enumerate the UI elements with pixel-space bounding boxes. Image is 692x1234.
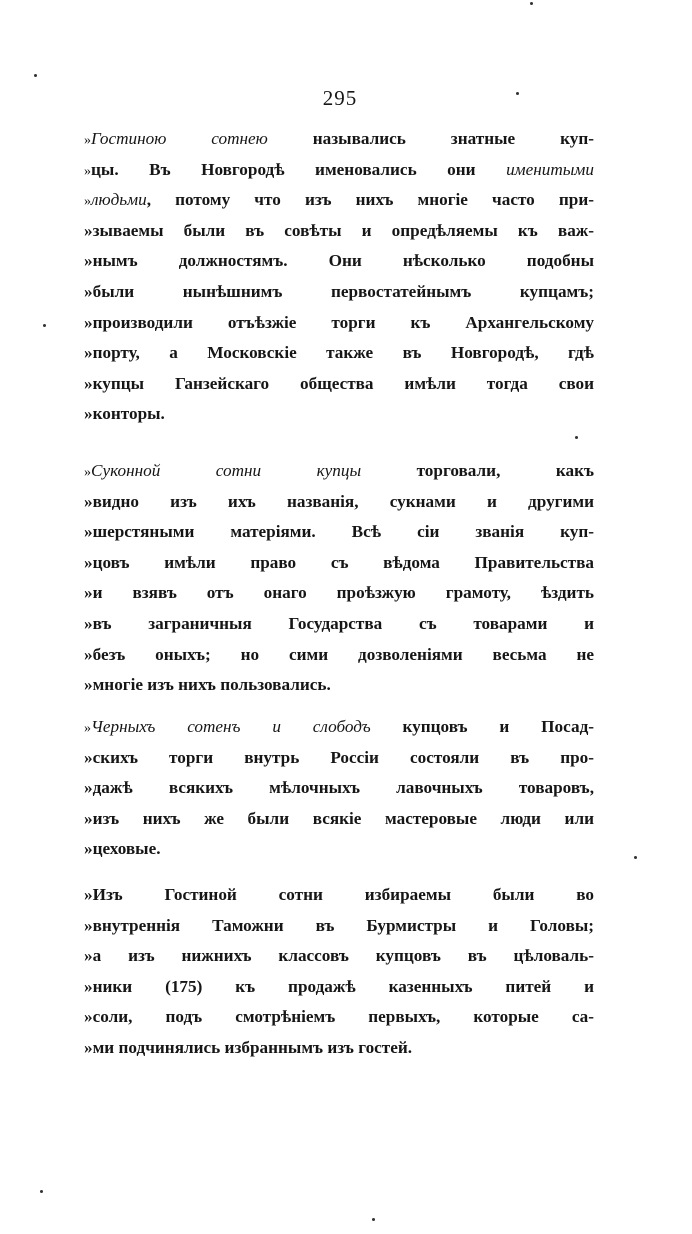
text-line: »купцы Ганзейскаго общества имѣли тогда свои xyxy=(84,373,594,393)
italic-phrase: Суконной xyxy=(91,461,161,480)
italic-phrase: именитыми xyxy=(506,159,594,179)
paragraph-3 xyxy=(84,712,594,865)
text-line: »зываемы были въ совѣты и опредѣляемы къ важ- xyxy=(84,220,594,240)
text-line: »цы. Въ Новгородѣ именовались они именитыми xyxy=(84,159,594,179)
italic-phrase: купцы xyxy=(316,461,362,480)
scan-speck xyxy=(634,856,637,859)
text-line: »и взявъ отъ онаго проѣзжую грамоту, ѣздить xyxy=(84,583,594,603)
text-line: »безъ оныхъ; но сими дозволеніями весьма не xyxy=(84,644,594,664)
text-line: »а изъ нижнихъ классовъ купцовъ въ цѣловаль- xyxy=(84,946,594,966)
text-line: »Суконной сотни купцы торговали, какъ xyxy=(84,461,595,480)
text-line: »цеховые. xyxy=(84,839,161,859)
text-line: »видно изъ ихъ названія, сукнами и другими xyxy=(84,491,594,511)
page-number: 295 xyxy=(322,86,358,110)
text-line: »ми подчинялись избраннымъ изъ гостей. xyxy=(84,1037,413,1057)
italic-phrase: людьми xyxy=(91,190,147,210)
text-line: »были нынѣшнимъ первостатейнымъ купцамъ; xyxy=(84,281,594,301)
text-line: »производили отъѣзжіе торги къ Архангельскому xyxy=(84,312,594,332)
text-line: »Черныхъ сотенъ и слободъ купцовъ и Посад- xyxy=(84,717,594,736)
scan-speck xyxy=(43,324,46,327)
text-line: »въ заграничныя Государства съ товарами и xyxy=(84,613,594,633)
paragraph-1 xyxy=(84,124,594,430)
text-line: »Изъ Гостиной сотни избираемы были во xyxy=(84,885,594,904)
italic-phrase: Гостиною сотнею xyxy=(91,129,268,148)
text-line: »цовъ имѣли право съ вѣдома Правительства xyxy=(84,552,594,572)
scan-speck xyxy=(40,1190,43,1193)
paragraph-2 xyxy=(84,456,594,701)
text-line: »нымъ должностямъ. Они нѣсколько подобны xyxy=(84,251,594,271)
scan-speck xyxy=(530,2,533,5)
text-line: »скихъ торги внутрь Россіи состояли въ про- xyxy=(84,747,594,767)
italic-phrase: сотни xyxy=(215,461,262,480)
scan-speck xyxy=(516,92,519,95)
text-line: »людьми, потому что изъ нихъ многіе часто при- xyxy=(84,190,594,210)
text-line: »конторы. xyxy=(84,404,165,424)
text-line: »дажѣ всякихъ мѣлочныхъ лавочныхъ товаровъ, xyxy=(84,778,594,798)
italic-phrase: Черныхъ сотенъ и слободъ xyxy=(91,717,371,736)
text-line: »изъ нихъ же были всякіе мастеровые люди или xyxy=(84,808,594,828)
text-line: »Гостиною сотнею назывались знатные куп- xyxy=(84,129,594,148)
text-line: »порту, а Московскіе также въ Новгородѣ, гдѣ xyxy=(84,343,594,363)
text-line: »шерстяными матеріями. Всѣ сіи званія куп- xyxy=(84,522,594,542)
scan-speck xyxy=(372,1218,375,1221)
text-line: »внутреннія Таможни въ Бурмистры и Головы; xyxy=(84,915,594,935)
text-line: »ники (175) къ продажѣ казенныхъ питей и xyxy=(84,976,594,996)
text-line: »многіе изъ нихъ пользовались. xyxy=(84,675,331,695)
text-line: »соли, подъ смотрѣніемъ первыхъ, которые са- xyxy=(84,1007,594,1027)
paragraph-4 xyxy=(84,880,594,1064)
scan-speck xyxy=(575,436,578,439)
scan-speck xyxy=(34,74,37,77)
